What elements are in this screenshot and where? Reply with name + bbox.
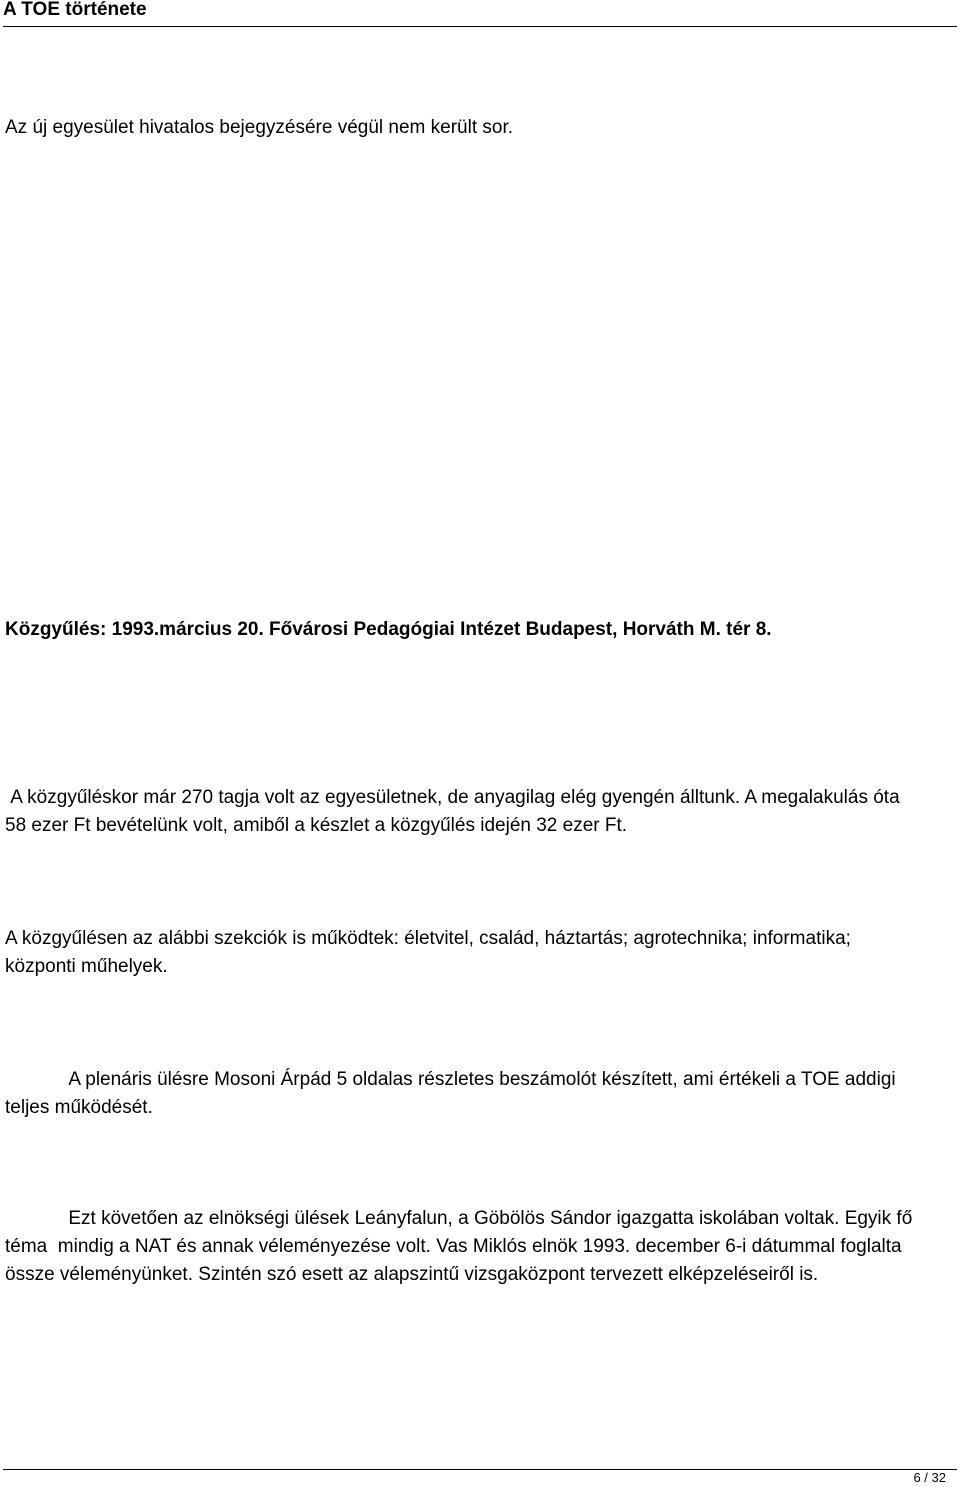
paragraph-plenary: A plenáris ülésre Mosoni Árpád 5 oldalas részletes beszámolót készített, ami értékeli a TOE addigi teljes működését. xyxy=(5,1069,901,1118)
header-divider xyxy=(3,26,957,27)
paragraph-general-assembly: Közgyűlés: 1993.március 20. Fővárosi Pedagógiai Intézet Budapest, Horváth M. tér 8. xyxy=(5,619,772,640)
paragraph-board-meetings: Ezt követően az elnökségi ülések Leányfalun, a Göbölös Sándor igazgatta iskolában voltak. Egyik fő téma mindig a NAT és annak véleményezése volt. Vas Miklós elnök 1993. december 6-i dátummal foglalta össze véleményünket. Szintén szó esett az alapszintű vizsgaközpont tervezett elképzeléseiről is. xyxy=(5,1208,918,1285)
page-number: 6 / 32 xyxy=(913,1470,946,1485)
paragraph-sections: A közgyűlésen az alábbi szekciók is működtek: életvitel, család, háztartás; agrotechnika; informatika; központi műhelyek. xyxy=(5,928,851,977)
page-header-title: A TOE története xyxy=(3,0,147,20)
paragraph-registration: Az új egyesület hivatalos bejegyzésére végül nem került sor. xyxy=(5,117,513,138)
footer-divider xyxy=(3,1469,957,1470)
paragraph-membership-finances: A közgyűléskor már 270 tagja volt az egyesületnek, de anyagilag elég gyengén álltunk. A megalakulás óta 58 ezer Ft bevételünk volt, amiből a készlet a közgyűlés idején 32 ezer Ft. xyxy=(5,787,905,836)
